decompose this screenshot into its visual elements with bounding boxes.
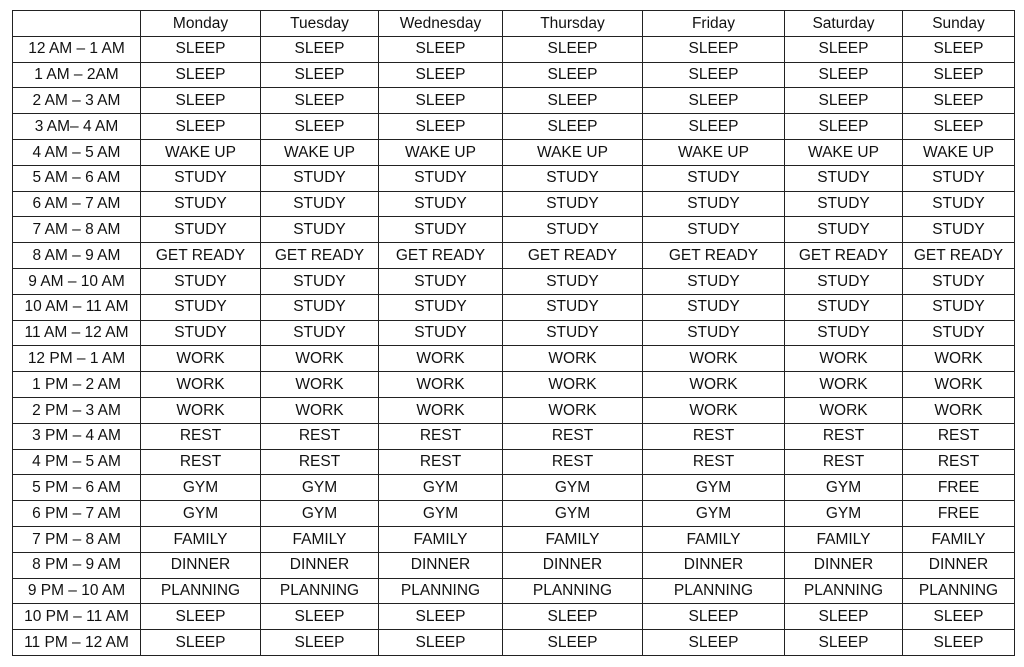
activity-cell: SLEEP	[141, 36, 261, 62]
activity-cell: STUDY	[503, 217, 643, 243]
activity-cell: WORK	[261, 346, 379, 372]
day-header: Friday	[643, 11, 785, 37]
activity-cell: SLEEP	[503, 62, 643, 88]
activity-cell: SLEEP	[141, 62, 261, 88]
activity-cell: STUDY	[141, 268, 261, 294]
activity-cell: WAKE UP	[261, 139, 379, 165]
activity-cell: DINNER	[785, 552, 903, 578]
activity-cell: STUDY	[503, 294, 643, 320]
activity-cell: SLEEP	[503, 604, 643, 630]
activity-cell: WORK	[379, 397, 503, 423]
time-slot-cell: 12 PM – 1 AM	[13, 346, 141, 372]
activity-cell: SLEEP	[261, 36, 379, 62]
table-row	[13, 320, 1015, 346]
activity-cell: WORK	[379, 372, 503, 398]
activity-cell: SLEEP	[785, 114, 903, 140]
time-slot-cell: 6 PM – 7 AM	[13, 501, 141, 527]
activity-cell: SLEEP	[643, 88, 785, 114]
activity-cell: WORK	[141, 346, 261, 372]
activity-cell: WORK	[643, 346, 785, 372]
activity-cell: SLEEP	[785, 630, 903, 656]
activity-cell: SLEEP	[261, 114, 379, 140]
activity-cell: PLANNING	[643, 578, 785, 604]
time-slot-cell: 7 PM – 8 AM	[13, 526, 141, 552]
table-row	[13, 139, 1015, 165]
activity-cell: FAMILY	[643, 526, 785, 552]
activity-cell: SLEEP	[903, 630, 1015, 656]
activity-cell: REST	[141, 423, 261, 449]
activity-cell: FAMILY	[785, 526, 903, 552]
table-row	[13, 501, 1015, 527]
table-row	[13, 552, 1015, 578]
activity-cell: STUDY	[785, 217, 903, 243]
time-slot-cell: 11 PM – 12 AM	[13, 630, 141, 656]
activity-cell: STUDY	[503, 268, 643, 294]
activity-cell: STUDY	[903, 294, 1015, 320]
table-row	[13, 36, 1015, 62]
activity-cell: STUDY	[261, 268, 379, 294]
activity-cell: GYM	[503, 475, 643, 501]
table-row	[13, 243, 1015, 269]
activity-cell: GYM	[503, 501, 643, 527]
activity-cell: FAMILY	[261, 526, 379, 552]
activity-cell: STUDY	[785, 165, 903, 191]
activity-cell: GYM	[379, 501, 503, 527]
activity-cell: STUDY	[141, 165, 261, 191]
time-slot-cell: 9 AM – 10 AM	[13, 268, 141, 294]
activity-cell: REST	[643, 449, 785, 475]
activity-cell: GET READY	[261, 243, 379, 269]
day-header: Monday	[141, 11, 261, 37]
activity-cell: SLEEP	[503, 36, 643, 62]
activity-cell: SLEEP	[261, 88, 379, 114]
activity-cell: GYM	[643, 501, 785, 527]
activity-cell: STUDY	[141, 320, 261, 346]
activity-cell: GET READY	[643, 243, 785, 269]
activity-cell: REST	[379, 423, 503, 449]
activity-cell: SLEEP	[379, 604, 503, 630]
activity-cell: SLEEP	[379, 114, 503, 140]
activity-cell: WORK	[643, 372, 785, 398]
day-header: Sunday	[903, 11, 1015, 37]
activity-cell: GET READY	[903, 243, 1015, 269]
activity-cell: SLEEP	[379, 36, 503, 62]
activity-cell: WORK	[261, 372, 379, 398]
activity-cell: STUDY	[785, 320, 903, 346]
activity-cell: PLANNING	[379, 578, 503, 604]
time-slot-cell: 11 AM – 12 AM	[13, 320, 141, 346]
activity-cell: SLEEP	[141, 114, 261, 140]
table-row	[13, 630, 1015, 656]
activity-cell: STUDY	[903, 320, 1015, 346]
activity-cell: STUDY	[903, 165, 1015, 191]
activity-cell: STUDY	[379, 294, 503, 320]
activity-cell: GYM	[785, 501, 903, 527]
time-slot-cell: 8 AM – 9 AM	[13, 243, 141, 269]
activity-cell: STUDY	[903, 191, 1015, 217]
activity-cell: FREE	[903, 501, 1015, 527]
activity-cell: WORK	[785, 397, 903, 423]
activity-cell: SLEEP	[379, 630, 503, 656]
activity-cell: STUDY	[379, 165, 503, 191]
activity-cell: GYM	[643, 475, 785, 501]
activity-cell: REST	[379, 449, 503, 475]
activity-cell: WORK	[503, 346, 643, 372]
time-slot-cell: 2 AM – 3 AM	[13, 88, 141, 114]
activity-cell: WORK	[141, 372, 261, 398]
time-slot-cell: 1 AM – 2AM	[13, 62, 141, 88]
header-row	[13, 11, 1015, 37]
activity-cell: STUDY	[785, 294, 903, 320]
activity-cell: SLEEP	[903, 36, 1015, 62]
activity-cell: SLEEP	[261, 604, 379, 630]
activity-cell: STUDY	[903, 217, 1015, 243]
activity-cell: WORK	[261, 397, 379, 423]
table-row	[13, 114, 1015, 140]
activity-cell: WORK	[379, 346, 503, 372]
activity-cell: REST	[785, 423, 903, 449]
time-slot-cell: 9 PM – 10 AM	[13, 578, 141, 604]
activity-cell: WAKE UP	[379, 139, 503, 165]
table-row	[13, 526, 1015, 552]
table-row	[13, 604, 1015, 630]
activity-cell: DINNER	[503, 552, 643, 578]
activity-cell: GET READY	[785, 243, 903, 269]
table-row	[13, 217, 1015, 243]
activity-cell: REST	[785, 449, 903, 475]
activity-cell: STUDY	[643, 294, 785, 320]
activity-cell: SLEEP	[503, 88, 643, 114]
activity-cell: FAMILY	[903, 526, 1015, 552]
activity-cell: WORK	[141, 397, 261, 423]
activity-cell: SLEEP	[141, 88, 261, 114]
schedule-container	[12, 10, 1015, 656]
activity-cell: GET READY	[141, 243, 261, 269]
day-header: Saturday	[785, 11, 903, 37]
activity-cell: DINNER	[141, 552, 261, 578]
activity-cell: STUDY	[643, 217, 785, 243]
activity-cell: REST	[903, 423, 1015, 449]
time-slot-cell: 8 PM – 9 AM	[13, 552, 141, 578]
weekly-schedule-table	[12, 10, 1015, 656]
activity-cell: DINNER	[261, 552, 379, 578]
activity-cell: WAKE UP	[141, 139, 261, 165]
activity-cell: FAMILY	[379, 526, 503, 552]
table-row	[13, 62, 1015, 88]
activity-cell: STUDY	[261, 165, 379, 191]
activity-cell: SLEEP	[379, 88, 503, 114]
activity-cell: SLEEP	[785, 88, 903, 114]
activity-cell: DINNER	[379, 552, 503, 578]
activity-cell: FAMILY	[503, 526, 643, 552]
activity-cell: GET READY	[503, 243, 643, 269]
activity-cell: PLANNING	[261, 578, 379, 604]
time-slot-cell: 12 AM – 1 AM	[13, 36, 141, 62]
table-row	[13, 294, 1015, 320]
activity-cell: SLEEP	[903, 604, 1015, 630]
activity-cell: PLANNING	[141, 578, 261, 604]
activity-cell: REST	[141, 449, 261, 475]
activity-cell: GYM	[261, 475, 379, 501]
activity-cell: WORK	[503, 372, 643, 398]
activity-cell: STUDY	[261, 191, 379, 217]
activity-cell: SLEEP	[643, 36, 785, 62]
activity-cell: SLEEP	[903, 114, 1015, 140]
activity-cell: STUDY	[379, 217, 503, 243]
activity-cell: WAKE UP	[643, 139, 785, 165]
table-row	[13, 88, 1015, 114]
activity-cell: FREE	[903, 475, 1015, 501]
table-row	[13, 372, 1015, 398]
activity-cell: SLEEP	[141, 630, 261, 656]
activity-cell: STUDY	[141, 294, 261, 320]
activity-cell: STUDY	[503, 165, 643, 191]
activity-cell: DINNER	[643, 552, 785, 578]
activity-cell: REST	[503, 423, 643, 449]
activity-cell: WAKE UP	[785, 139, 903, 165]
activity-cell: SLEEP	[503, 630, 643, 656]
activity-cell: SLEEP	[503, 114, 643, 140]
activity-cell: STUDY	[643, 268, 785, 294]
activity-cell: SLEEP	[785, 62, 903, 88]
table-row	[13, 397, 1015, 423]
activity-cell: SLEEP	[903, 88, 1015, 114]
activity-cell: GET READY	[379, 243, 503, 269]
activity-cell: STUDY	[261, 320, 379, 346]
activity-cell: SLEEP	[141, 604, 261, 630]
time-slot-cell: 10 AM – 11 AM	[13, 294, 141, 320]
time-slot-cell: 6 AM – 7 AM	[13, 191, 141, 217]
activity-cell: STUDY	[379, 320, 503, 346]
activity-cell: SLEEP	[643, 62, 785, 88]
day-header: Tuesday	[261, 11, 379, 37]
table-row	[13, 346, 1015, 372]
activity-cell: STUDY	[643, 320, 785, 346]
activity-cell: REST	[903, 449, 1015, 475]
activity-cell: STUDY	[503, 191, 643, 217]
activity-cell: REST	[643, 423, 785, 449]
activity-cell: GYM	[379, 475, 503, 501]
time-slot-cell: 3 AM– 4 AM	[13, 114, 141, 140]
activity-cell: SLEEP	[903, 62, 1015, 88]
activity-cell: STUDY	[379, 268, 503, 294]
activity-cell: WAKE UP	[903, 139, 1015, 165]
activity-cell: WORK	[903, 397, 1015, 423]
table-row	[13, 423, 1015, 449]
activity-cell: SLEEP	[643, 114, 785, 140]
activity-cell: WORK	[503, 397, 643, 423]
activity-cell: PLANNING	[785, 578, 903, 604]
activity-cell: GYM	[785, 475, 903, 501]
activity-cell: SLEEP	[785, 604, 903, 630]
table-row	[13, 268, 1015, 294]
activity-cell: SLEEP	[261, 62, 379, 88]
table-row	[13, 191, 1015, 217]
table-row	[13, 578, 1015, 604]
activity-cell: SLEEP	[261, 630, 379, 656]
activity-cell: PLANNING	[903, 578, 1015, 604]
time-slot-cell: 5 AM – 6 AM	[13, 165, 141, 191]
activity-cell: SLEEP	[379, 62, 503, 88]
activity-cell: REST	[261, 449, 379, 475]
activity-cell: REST	[261, 423, 379, 449]
activity-cell: STUDY	[503, 320, 643, 346]
activity-cell: STUDY	[903, 268, 1015, 294]
schedule-body	[13, 36, 1015, 655]
day-header: Wednesday	[379, 11, 503, 37]
activity-cell: STUDY	[785, 191, 903, 217]
activity-cell: WORK	[903, 346, 1015, 372]
time-slot-cell: 1 PM – 2 AM	[13, 372, 141, 398]
activity-cell: STUDY	[141, 217, 261, 243]
table-row	[13, 449, 1015, 475]
time-slot-cell: 10 PM – 11 AM	[13, 604, 141, 630]
activity-cell: WORK	[785, 372, 903, 398]
activity-cell: WORK	[643, 397, 785, 423]
time-slot-cell: 2 PM – 3 AM	[13, 397, 141, 423]
activity-cell: STUDY	[785, 268, 903, 294]
activity-cell: REST	[503, 449, 643, 475]
activity-cell: SLEEP	[643, 630, 785, 656]
time-slot-cell: 7 AM – 8 AM	[13, 217, 141, 243]
activity-cell: STUDY	[141, 191, 261, 217]
activity-cell: STUDY	[261, 294, 379, 320]
activity-cell: FAMILY	[141, 526, 261, 552]
table-row	[13, 165, 1015, 191]
activity-cell: STUDY	[643, 165, 785, 191]
time-slot-cell: 4 PM – 5 AM	[13, 449, 141, 475]
time-slot-cell: 5 PM – 6 AM	[13, 475, 141, 501]
activity-cell: GYM	[261, 501, 379, 527]
time-slot-cell: 3 PM – 4 AM	[13, 423, 141, 449]
activity-cell: STUDY	[379, 191, 503, 217]
activity-cell: SLEEP	[785, 36, 903, 62]
time-slot-cell: 4 AM – 5 AM	[13, 139, 141, 165]
table-row	[13, 475, 1015, 501]
activity-cell: DINNER	[903, 552, 1015, 578]
activity-cell: STUDY	[261, 217, 379, 243]
activity-cell: WORK	[903, 372, 1015, 398]
activity-cell: WAKE UP	[503, 139, 643, 165]
activity-cell: GYM	[141, 501, 261, 527]
activity-cell: WORK	[785, 346, 903, 372]
activity-cell: SLEEP	[643, 604, 785, 630]
activity-cell: GYM	[141, 475, 261, 501]
day-header: Thursday	[503, 11, 643, 37]
activity-cell: STUDY	[643, 191, 785, 217]
activity-cell: PLANNING	[503, 578, 643, 604]
corner-cell	[13, 11, 141, 37]
